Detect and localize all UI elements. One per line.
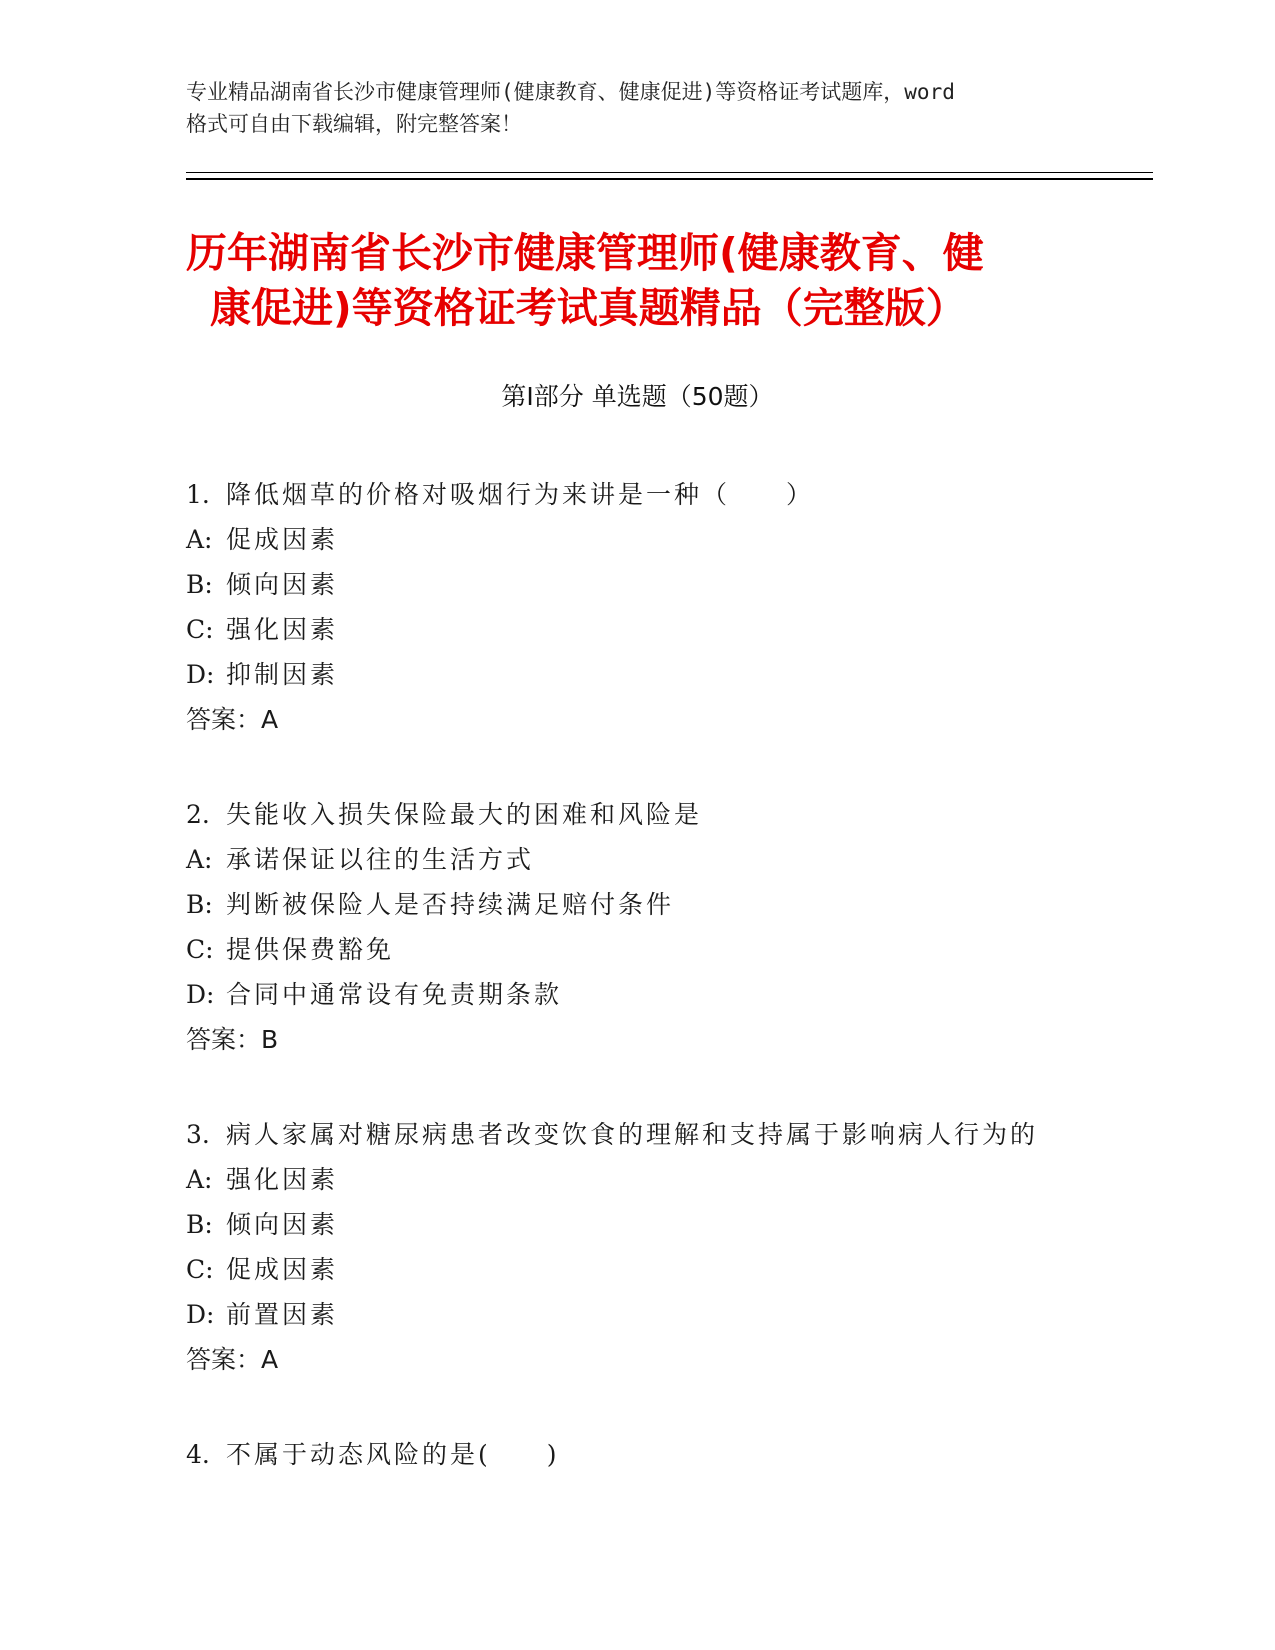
option-text: 提供保费豁免 <box>226 935 395 964</box>
option-text: 判断被保险人是否持续满足赔付条件 <box>226 890 675 919</box>
question-2 <box>186 792 1106 1062</box>
option-d <box>186 1292 1106 1337</box>
header-note-line-1: 专业精品湖南省长沙市健康管理师(健康教育、健康促进)等资格证考试题库，word <box>186 80 955 104</box>
option-a <box>186 1157 1106 1202</box>
question-4 <box>186 1432 1106 1477</box>
question-text: 不属于动态风险的是( ) <box>226 1440 560 1469</box>
header-rule-thin <box>186 172 1153 173</box>
option-text: 促成因素 <box>226 1255 339 1284</box>
option-b <box>186 562 1106 607</box>
option-text: 强化因素 <box>226 615 339 644</box>
question-number: 3. <box>186 1120 210 1149</box>
document-title-line-2: 康促进)等资格证考试真题精品（完整版） <box>210 284 967 332</box>
document-title <box>186 226 1116 336</box>
question-1 <box>186 472 1106 742</box>
option-a <box>186 837 1106 882</box>
option-key: D: <box>186 1300 215 1329</box>
option-text: 倾向因素 <box>226 570 339 599</box>
option-key: B: <box>186 570 213 599</box>
option-b <box>186 1202 1106 1247</box>
header-note-line-2: 格式可自由下载编辑，附完整答案！ <box>186 112 522 136</box>
option-text: 抑制因素 <box>226 660 339 689</box>
answer: 答案：A <box>186 705 279 734</box>
question-text: 病人家属对糖尿病患者改变饮食的理解和支持属于影响病人行为的 <box>226 1120 1039 1149</box>
question-stem <box>186 792 1106 837</box>
question-text: 失能收入损失保险最大的困难和风险是 <box>226 800 703 829</box>
option-c <box>186 1247 1106 1292</box>
option-c <box>186 607 1106 652</box>
question-list <box>186 472 1106 1527</box>
question-number: 1. <box>186 480 210 509</box>
option-key: A: <box>186 845 213 874</box>
option-text: 促成因素 <box>226 525 339 554</box>
option-key: B: <box>186 890 213 919</box>
question-stem <box>186 1112 1106 1157</box>
option-a <box>186 517 1106 562</box>
option-key: C: <box>186 1255 214 1284</box>
option-d <box>186 972 1106 1017</box>
option-key: D: <box>186 660 215 689</box>
question-text: 降低烟草的价格对吸烟行为来讲是一种（ ） <box>226 480 815 509</box>
option-c <box>186 927 1106 972</box>
option-text: 承诺保证以往的生活方式 <box>226 845 535 874</box>
question-number: 4. <box>186 1440 210 1469</box>
header-note <box>186 76 1086 140</box>
option-text: 合同中通常设有免责期条款 <box>226 980 563 1009</box>
answer: 答案：A <box>186 1345 279 1374</box>
question-stem <box>186 1432 1106 1477</box>
section-title: 第Ⅰ部分 单选题（50题） <box>501 382 774 411</box>
option-text: 强化因素 <box>226 1165 339 1194</box>
document-title-line-1: 历年湖南省长沙市健康管理师(健康教育、健 <box>186 229 984 277</box>
header-rule-thick <box>186 178 1153 180</box>
option-b <box>186 882 1106 927</box>
option-d <box>186 652 1106 697</box>
option-key: C: <box>186 615 214 644</box>
option-text: 前置因素 <box>226 1300 339 1329</box>
option-key: C: <box>186 935 214 964</box>
option-key: A: <box>186 525 213 554</box>
option-key: B: <box>186 1210 213 1239</box>
question-stem <box>186 472 1106 517</box>
option-text: 倾向因素 <box>226 1210 339 1239</box>
question-3 <box>186 1112 1106 1382</box>
question-number: 2. <box>186 800 210 829</box>
option-key: D: <box>186 980 215 1009</box>
answer: 答案：B <box>186 1025 279 1054</box>
option-key: A: <box>186 1165 213 1194</box>
